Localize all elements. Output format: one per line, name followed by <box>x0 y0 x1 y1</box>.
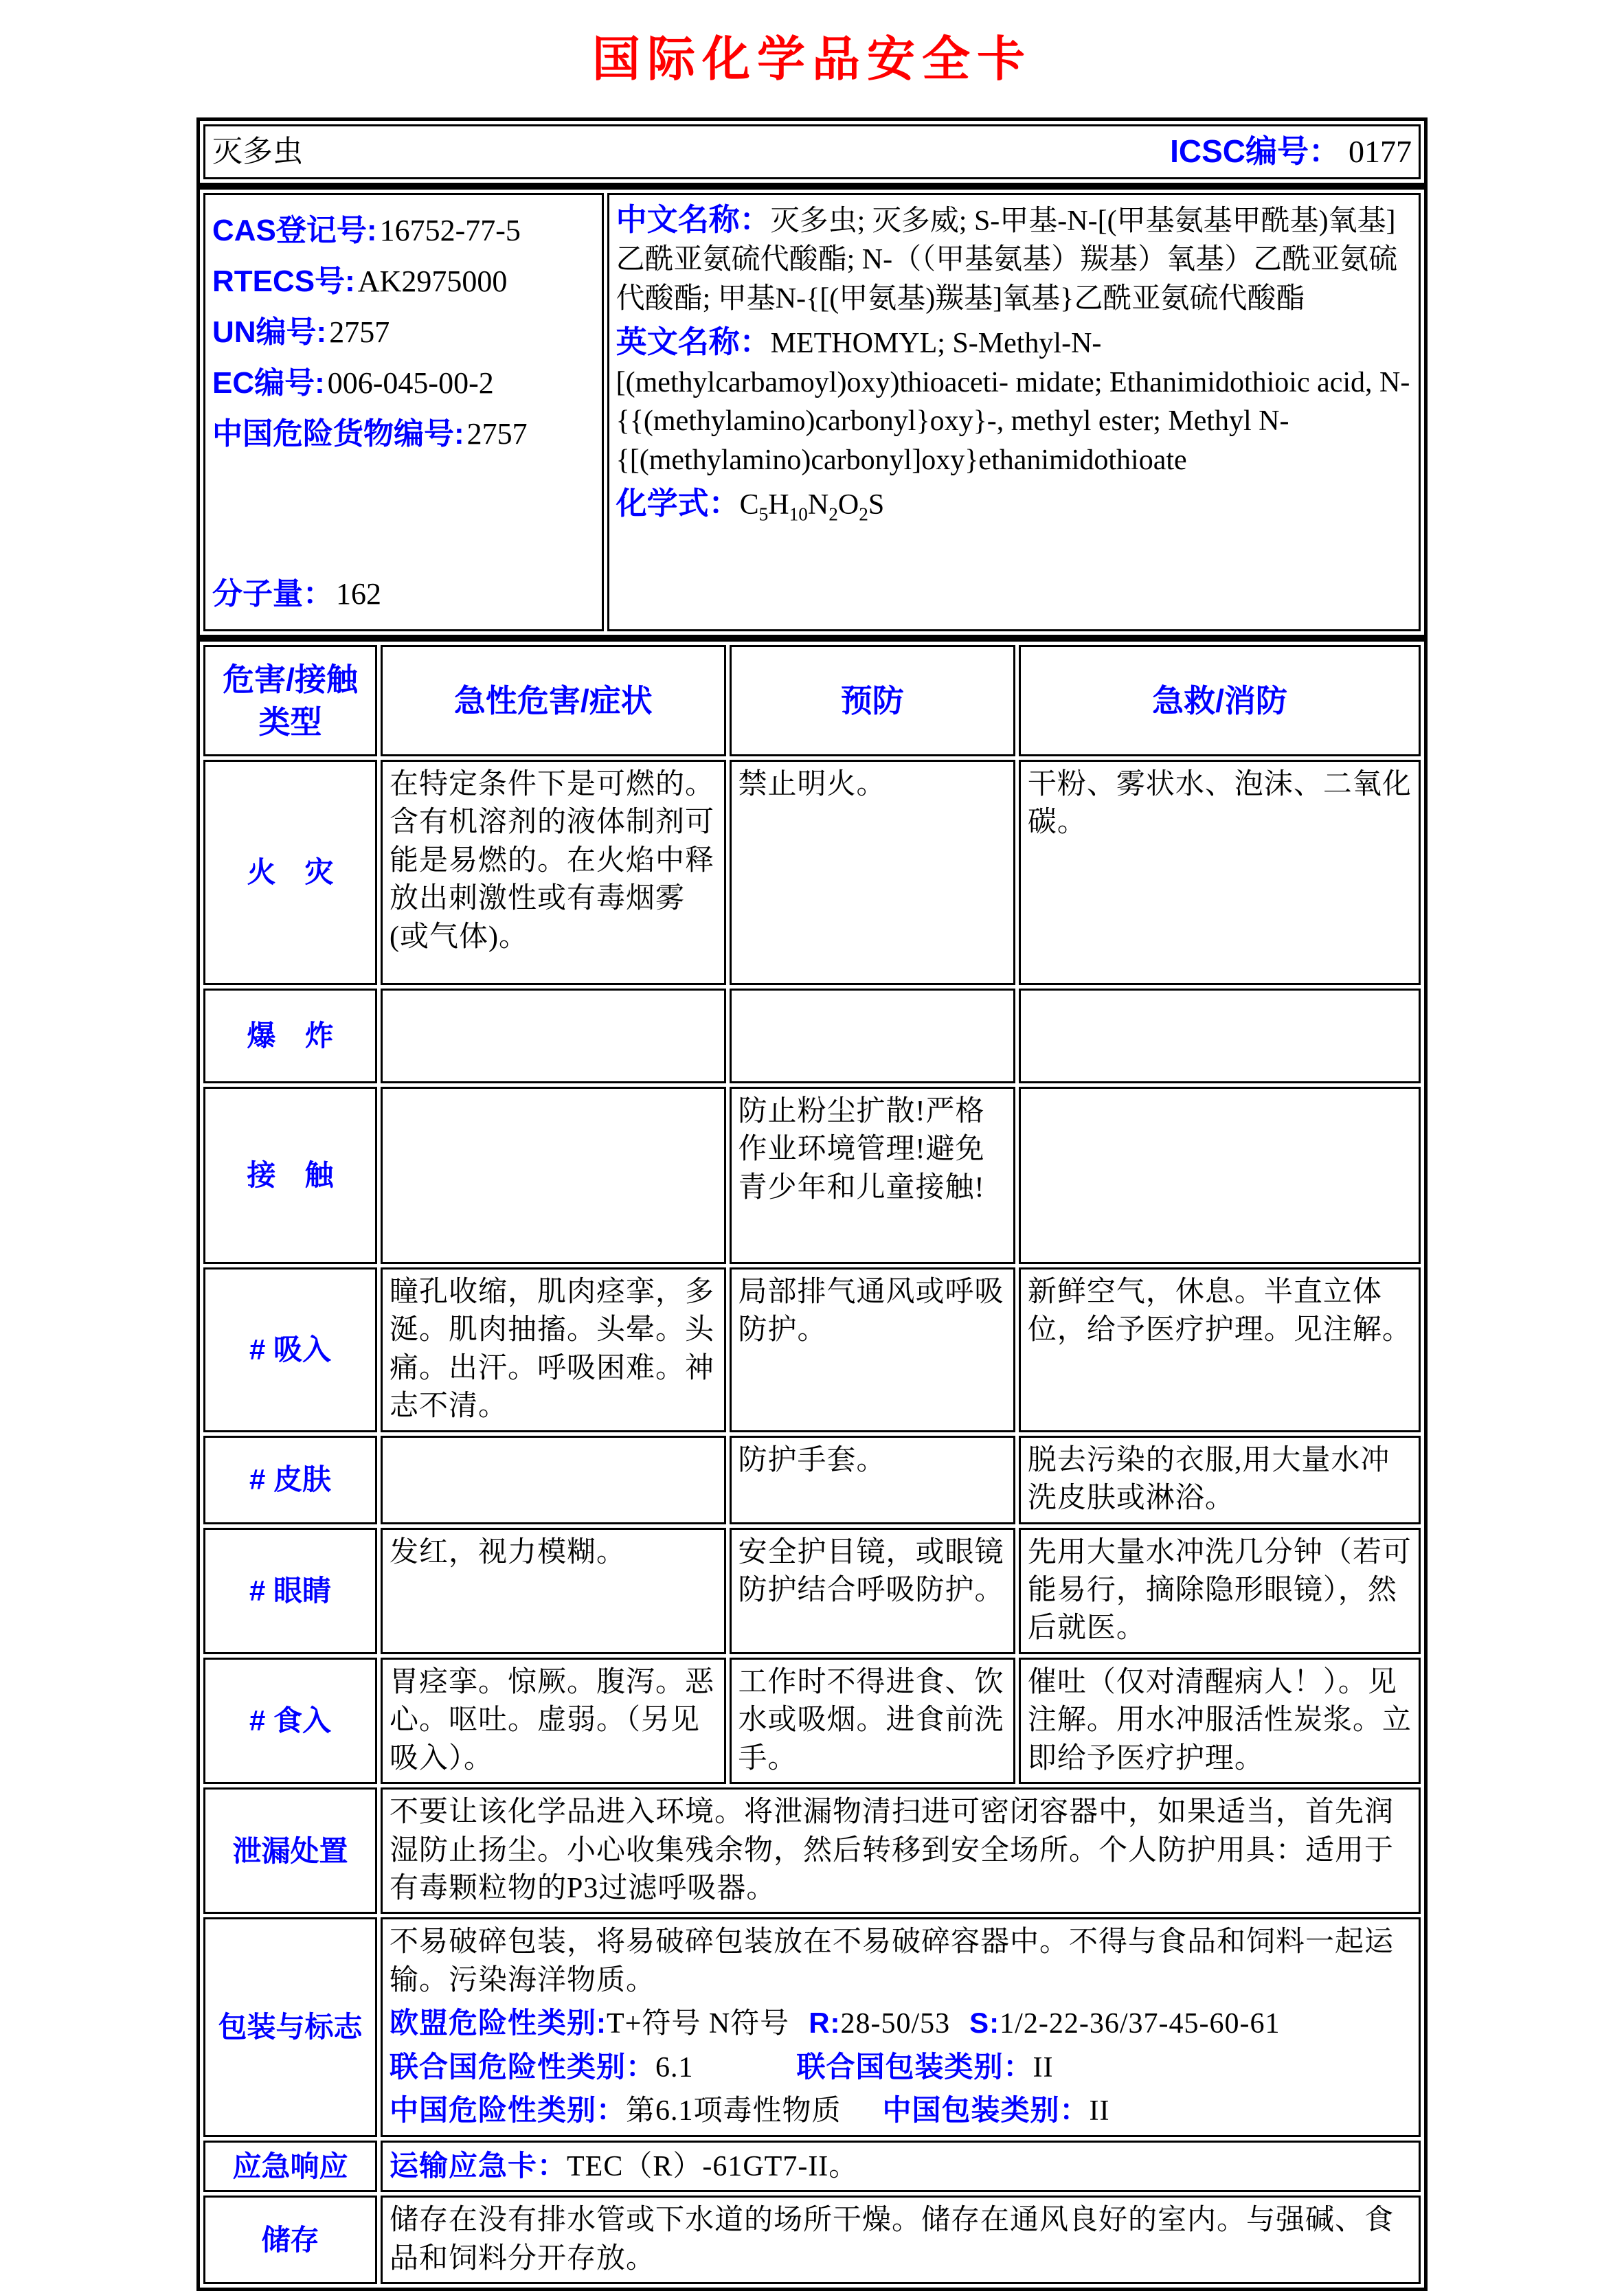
spill-text: 不要让该化学品进入环境。将泄漏物清扫进可密闭容器中，如果适当，首先润湿防止扬尘。小心收集残余物，然后转移到安全场所。个人防护用具：适用于有毒颗粒物的P3过滤呼吸器。 <box>381 1787 1421 1914</box>
hazard-type-ingestion: # 食入 <box>203 1658 377 1784</box>
s-phrase-label: S: <box>969 2007 1000 2040</box>
hazard-row-eyes <box>203 1528 1421 1654</box>
hazard-row-explosion <box>203 989 1421 1083</box>
safety-card <box>196 117 1428 2291</box>
cas-value: 16752-77-5 <box>379 213 521 247</box>
hazard-row-inhalation <box>203 1267 1421 1432</box>
header-first-aid: 急救/消防 <box>1019 645 1421 756</box>
chinese-name-label: 中文名称： <box>616 201 771 237</box>
hazard-type-skin: # 皮肤 <box>203 1436 377 1524</box>
un-pack-value: II <box>1033 2051 1054 2084</box>
fire-symptoms: 在特定条件下是可燃的。含有机溶剂的液体制剂可能是易燃的。在火焰中释放出刺激性或有毒烟雾(或气体)。 <box>381 760 726 985</box>
rtecs-number-line <box>212 262 595 301</box>
exposure-first-aid <box>1019 1087 1421 1264</box>
page-title: 国际化学品安全卡 <box>592 34 1032 87</box>
exposure-symptoms <box>381 1087 726 1264</box>
chinese-name-paragraph <box>616 199 1412 319</box>
eu-hazard-label: 欧盟危险性类别: <box>390 2007 607 2040</box>
ingestion-prevention: 工作时不得进食、饮水或吸烟。进食前洗手。 <box>730 1658 1015 1784</box>
hazard-type-fire: 火 灾 <box>203 760 377 985</box>
rtecs-value: AK2975000 <box>357 264 508 298</box>
transport-card-value: TEC（R）-61GT7-II。 <box>567 2150 859 2182</box>
table-row <box>203 124 1421 179</box>
inhalation-first-aid: 新鲜空气，休息。半直立体位，给予医疗护理。见注解。 <box>1019 1267 1421 1432</box>
spill-label: 泄漏处置 <box>203 1787 377 1914</box>
explosion-symptoms <box>381 989 726 1083</box>
section-row-packaging <box>203 1917 1421 2136</box>
explosion-first-aid <box>1019 989 1421 1083</box>
inhalation-symptoms: 瞳孔收缩，肌肉痉挛，多涎。肌肉抽搐。头晕。头痛。出汗。呼吸困难。神志不清。 <box>381 1267 726 1432</box>
english-name-value: METHOMYL; S-Methyl-N-[(methylcarbamoyl)oxy)thioaceti- midate; Ethanimidothioic acid, N-{{(methylamino)carbonyl}oxy}-, methyl ester; Methyl N-{[(methylamino)carbonyl]oxy}ethanimidothioate <box>616 327 1410 476</box>
un-class-line <box>390 2048 1412 2087</box>
explosion-prevention <box>730 989 1015 1083</box>
hazard-table <box>196 638 1428 2291</box>
section-row-storage <box>203 2196 1421 2284</box>
un-class-value: 6.1 <box>655 2051 694 2084</box>
r-phrase-label: R: <box>809 2007 841 2040</box>
transport-card-label: 运输应急卡： <box>390 2149 567 2182</box>
china-dg-label: 中国危险货物编号: <box>212 417 464 451</box>
name-number-row <box>212 131 1412 173</box>
skin-symptoms <box>381 1436 726 1524</box>
table-row <box>203 193 1421 631</box>
ingestion-symptoms: 胃痉挛。惊厥。腹泻。恶心。呕吐。虚弱。（另见吸入）。 <box>381 1658 726 1784</box>
chinese-name-value: 灭多虫; 灭多威; S-甲基-N-[(甲基氨基甲酰基)氧基]乙酰亚氨硫代酸酯; N-（（甲基氨基）羰基）氧基）乙酰亚氨硫代酸酯; 甲基N-{[(甲氨基)羰基]氧基}乙酰亚氨硫代酸酯 <box>616 205 1398 315</box>
r-phrase-value: 28-50/53 <box>840 2008 951 2040</box>
cn-class-value: 第6.1项毒性物质 <box>626 2095 842 2128</box>
molecular-weight-label: 分子量： <box>212 576 333 611</box>
storage-label: 储存 <box>203 2196 377 2284</box>
header-hazard-type <box>203 645 377 756</box>
header-symptoms: 急性危害/症状 <box>381 645 726 756</box>
un-label: UN编号: <box>212 315 327 350</box>
hazard-type-eyes: # 眼睛 <box>203 1528 377 1654</box>
cn-pack-label: 中国包装类别： <box>882 2094 1090 2127</box>
s-phrase-value: 1/2-22-36/37-45-60-61 <box>1000 2008 1281 2040</box>
eyes-first-aid: 先用大量水冲洗几分钟（若可能易行，摘除隐形眼镜），然后就医。 <box>1019 1528 1421 1654</box>
ingestion-first-aid: 催吐（仅对清醒病人！）。见注解。用水冲服活性炭浆。立即给予医疗护理。 <box>1019 1658 1421 1784</box>
english-name-paragraph <box>616 321 1412 480</box>
cas-label: CAS登记号: <box>212 213 377 247</box>
un-value: 2757 <box>329 315 390 350</box>
hazard-row-ingestion <box>203 1658 1421 1784</box>
identity-table <box>196 186 1428 638</box>
storage-text: 储存在没有排水管或下水道的场所干燥。储存在通风良好的室内。与强碱、食品和饲料分开存放。 <box>381 2196 1421 2284</box>
icsc-number-group <box>1170 131 1412 173</box>
packaging-label: 包装与标志 <box>203 1917 377 2136</box>
icsc-label: ICSC编号： <box>1170 133 1340 169</box>
eyes-symptoms: 发红，视力模糊。 <box>381 1528 726 1654</box>
emergency-label: 应急响应 <box>203 2141 377 2192</box>
eu-hazard-value: T+符号 N符号 <box>607 2008 790 2040</box>
packaging-intro: 不易破碎包装，将易破碎包装放在不易破碎容器中。不得与食品和饲料一起运输。污染海洋物质。 <box>390 1926 1395 1996</box>
rtecs-label: RTECS号: <box>212 264 355 298</box>
hazard-row-skin <box>203 1436 1421 1524</box>
un-pack-label: 联合国包装类别： <box>796 2050 1033 2083</box>
names-cell <box>607 193 1421 631</box>
chemical-formula: $C_5H_{10}N_2O_2S$ <box>739 488 885 525</box>
eyes-prevention: 安全护目镜，或眼镜防护结合呼吸防护。 <box>730 1528 1015 1654</box>
skin-prevention: 防护手套。 <box>730 1436 1015 1524</box>
skin-first-aid: 脱去污染的衣服,用大量水冲洗皮肤或淋浴。 <box>1019 1436 1421 1524</box>
identifier-list <box>212 199 595 625</box>
un-number-line <box>212 313 595 352</box>
emergency-content <box>381 2141 1421 2192</box>
header-prevention: 预防 <box>730 645 1015 756</box>
section-row-spill <box>203 1787 1421 1914</box>
hazard-row-fire <box>203 760 1421 985</box>
hazard-type-inhalation: # 吸入 <box>203 1267 377 1432</box>
hazard-row-exposure <box>203 1087 1421 1264</box>
name-number-cell <box>203 124 1421 179</box>
header-hazard-type-line2: 类型 <box>258 703 322 740</box>
section-row-emergency <box>203 2141 1421 2192</box>
formula-paragraph <box>616 483 1412 527</box>
packaging-content <box>381 1917 1421 2136</box>
china-dg-value: 2757 <box>466 417 528 451</box>
cas-number-line <box>212 211 595 250</box>
hazard-type-exposure: 接 触 <box>203 1087 377 1264</box>
china-dg-number-line <box>212 414 595 453</box>
ec-value: 006-045-00-2 <box>327 366 494 400</box>
hazard-header-row <box>203 645 1421 756</box>
molecular-weight-value: 162 <box>336 576 381 611</box>
eu-hazard-line <box>390 2004 1412 2043</box>
fire-first-aid: 干粉、雾状水、泡沫、二氧化碳。 <box>1019 760 1421 985</box>
identifier-lines <box>212 199 595 466</box>
identifiers-cell <box>203 193 604 631</box>
header-hazard-type-line1: 危害/接触 <box>223 661 358 697</box>
english-name-label: 英文名称： <box>616 324 771 359</box>
ec-label: EC编号: <box>212 366 325 400</box>
cn-pack-value: II <box>1089 2095 1110 2128</box>
exposure-prevention: 防止粉尘扩散!严格作业环境管理!避免青少年和儿童接触! <box>730 1087 1015 1264</box>
cn-class-line <box>390 2091 1412 2130</box>
product-name: 灭多虫 <box>212 134 303 168</box>
molecular-weight-line <box>212 574 595 613</box>
inhalation-prevention: 局部排气通风或呼吸防护。 <box>730 1267 1015 1432</box>
cn-class-label: 中国危险性类别： <box>390 2094 627 2127</box>
formula-label: 化学式： <box>616 485 740 521</box>
hazard-type-explosion: 爆 炸 <box>203 989 377 1083</box>
un-class-label: 联合国危险性类别： <box>390 2050 656 2083</box>
name-number-table <box>196 117 1428 186</box>
ec-number-line <box>212 363 595 403</box>
icsc-number: 0177 <box>1349 134 1412 169</box>
fire-prevention: 禁止明火。 <box>730 760 1015 985</box>
